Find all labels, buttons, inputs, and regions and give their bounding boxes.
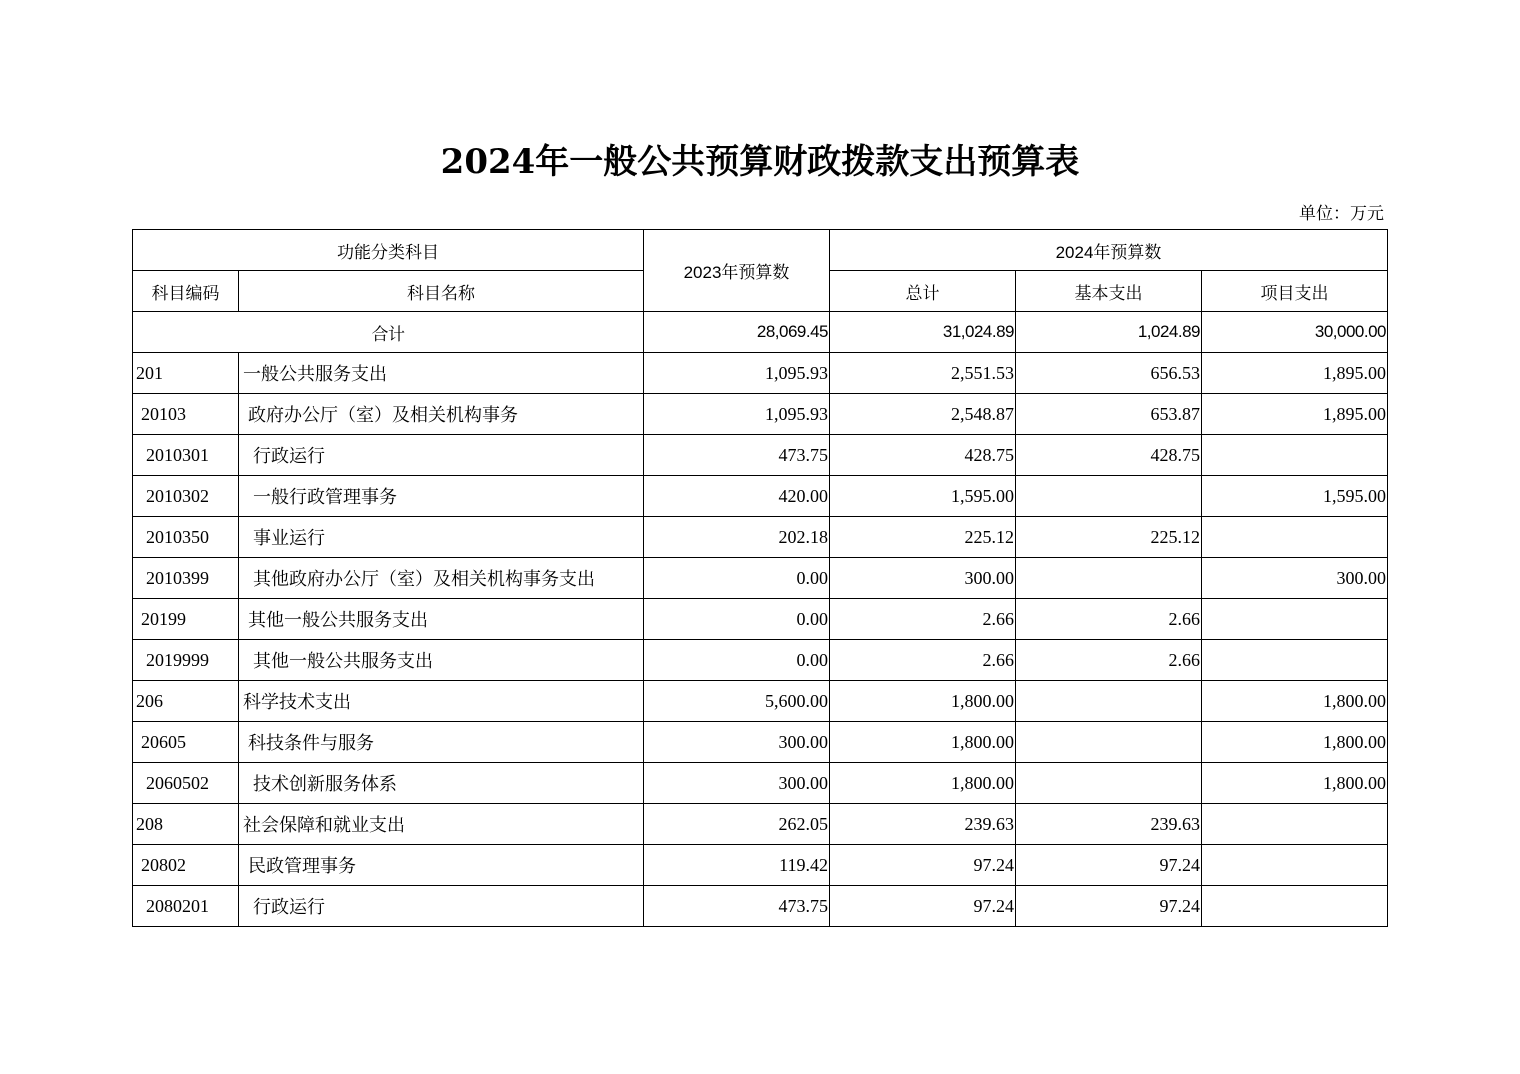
cell-project: 300.00: [1202, 558, 1388, 599]
cell-2023: 473.75: [644, 886, 830, 927]
cell-project: [1202, 599, 1388, 640]
cell-project: 1,895.00: [1202, 353, 1388, 394]
cell-2023: 0.00: [644, 599, 830, 640]
cell-name: 民政管理事务: [239, 845, 644, 886]
cell-2023: 5,600.00: [644, 681, 830, 722]
cell-total: 1,595.00: [830, 476, 1016, 517]
summary-total: 31,024.89: [830, 312, 1016, 353]
cell-code: 2080201: [133, 886, 239, 927]
cell-code: 2010399: [133, 558, 239, 599]
cell-2023: 300.00: [644, 722, 830, 763]
cell-total: 225.12: [830, 517, 1016, 558]
cell-project: 1,800.00: [1202, 722, 1388, 763]
table-row: [133, 845, 1388, 886]
summary-label: 合计: [133, 312, 644, 353]
cell-project: [1202, 886, 1388, 927]
table-row: [133, 886, 1388, 927]
cell-2023: 262.05: [644, 804, 830, 845]
cell-basic: 2.66: [1016, 640, 1202, 681]
cell-total: 2.66: [830, 599, 1016, 640]
cell-name: 其他政府办公厅（室）及相关机构事务支出: [239, 558, 644, 599]
cell-total: 1,800.00: [830, 763, 1016, 804]
cell-project: 1,895.00: [1202, 394, 1388, 435]
cell-code: 2019999: [133, 640, 239, 681]
table-row: [133, 640, 1388, 681]
cell-2023: 0.00: [644, 640, 830, 681]
table-row: [133, 435, 1388, 476]
summary-project: 30,000.00: [1202, 312, 1388, 353]
cell-2023: 1,095.93: [644, 353, 830, 394]
cell-2023: 202.18: [644, 517, 830, 558]
cell-total: 2.66: [830, 640, 1016, 681]
budget-table: [132, 229, 1388, 927]
cell-basic: [1016, 681, 1202, 722]
cell-total: 300.00: [830, 558, 1016, 599]
cell-name: 行政运行: [239, 435, 644, 476]
cell-basic: 97.24: [1016, 886, 1202, 927]
header-functional: 功能分类科目: [133, 230, 644, 271]
cell-name: 一般公共服务支出: [239, 353, 644, 394]
header-code: 科目编码: [133, 271, 239, 312]
cell-basic: 2.66: [1016, 599, 1202, 640]
cell-basic: 225.12: [1016, 517, 1202, 558]
cell-project: [1202, 435, 1388, 476]
cell-project: 1,800.00: [1202, 763, 1388, 804]
cell-project: [1202, 845, 1388, 886]
cell-basic: 239.63: [1016, 804, 1202, 845]
table-row: [133, 763, 1388, 804]
table-row: [133, 517, 1388, 558]
cell-code: 208: [133, 804, 239, 845]
cell-2023: 300.00: [644, 763, 830, 804]
cell-2023: 420.00: [644, 476, 830, 517]
cell-name: 其他一般公共服务支出: [239, 599, 644, 640]
header-budget-2024: 2024年预算数: [830, 230, 1388, 271]
table-row: [133, 558, 1388, 599]
cell-basic: [1016, 558, 1202, 599]
cell-total: 2,548.87: [830, 394, 1016, 435]
cell-total: 239.63: [830, 804, 1016, 845]
cell-code: 20605: [133, 722, 239, 763]
cell-basic: [1016, 476, 1202, 517]
cell-code: 20802: [133, 845, 239, 886]
cell-name: 社会保障和就业支出: [239, 804, 644, 845]
table-row: [133, 804, 1388, 845]
cell-code: 206: [133, 681, 239, 722]
cell-total: 97.24: [830, 886, 1016, 927]
cell-code: 20199: [133, 599, 239, 640]
cell-code: 2010350: [133, 517, 239, 558]
header-row-1: [133, 230, 1388, 271]
cell-total: 1,800.00: [830, 722, 1016, 763]
cell-2023: 119.42: [644, 845, 830, 886]
cell-2023: 0.00: [644, 558, 830, 599]
cell-name: 科学技术支出: [239, 681, 644, 722]
cell-2023: 1,095.93: [644, 394, 830, 435]
cell-basic: 653.87: [1016, 394, 1202, 435]
cell-basic: 656.53: [1016, 353, 1202, 394]
summary-basic: 1,024.89: [1016, 312, 1202, 353]
header-budget-2023: 2023年预算数: [644, 230, 830, 312]
cell-code: 20103: [133, 394, 239, 435]
cell-total: 2,551.53: [830, 353, 1016, 394]
cell-basic: 97.24: [1016, 845, 1202, 886]
cell-total: 97.24: [830, 845, 1016, 886]
cell-code: 2010301: [133, 435, 239, 476]
cell-basic: [1016, 722, 1202, 763]
unit-label: 单位：万元: [1299, 204, 1384, 224]
cell-project: 1,595.00: [1202, 476, 1388, 517]
cell-code: 2010302: [133, 476, 239, 517]
cell-code: 2060502: [133, 763, 239, 804]
cell-project: 1,800.00: [1202, 681, 1388, 722]
cell-total: 428.75: [830, 435, 1016, 476]
header-basic: 基本支出: [1016, 271, 1202, 312]
cell-basic: 428.75: [1016, 435, 1202, 476]
cell-name: 其他一般公共服务支出: [239, 640, 644, 681]
cell-name: 行政运行: [239, 886, 644, 927]
table-row: [133, 722, 1388, 763]
cell-name: 一般行政管理事务: [239, 476, 644, 517]
page-title: 2024年一般公共预算财政拨款支出预算表: [440, 142, 1080, 182]
cell-name: 政府办公厅（室）及相关机构事务: [239, 394, 644, 435]
cell-project: [1202, 517, 1388, 558]
table-row: [133, 394, 1388, 435]
header-project: 项目支出: [1202, 271, 1388, 312]
table-row: [133, 476, 1388, 517]
cell-total: 1,800.00: [830, 681, 1016, 722]
cell-project: [1202, 640, 1388, 681]
cell-2023: 473.75: [644, 435, 830, 476]
header-total: 总计: [830, 271, 1016, 312]
cell-code: 201: [133, 353, 239, 394]
cell-project: [1202, 804, 1388, 845]
table-row: [133, 681, 1388, 722]
table-row: [133, 599, 1388, 640]
header-name: 科目名称: [239, 271, 644, 312]
cell-name: 科技条件与服务: [239, 722, 644, 763]
cell-name: 技术创新服务体系: [239, 763, 644, 804]
cell-basic: [1016, 763, 1202, 804]
table-row: [133, 353, 1388, 394]
summary-row: [133, 312, 1388, 353]
cell-name: 事业运行: [239, 517, 644, 558]
summary-2023: 28,069.45: [644, 312, 830, 353]
